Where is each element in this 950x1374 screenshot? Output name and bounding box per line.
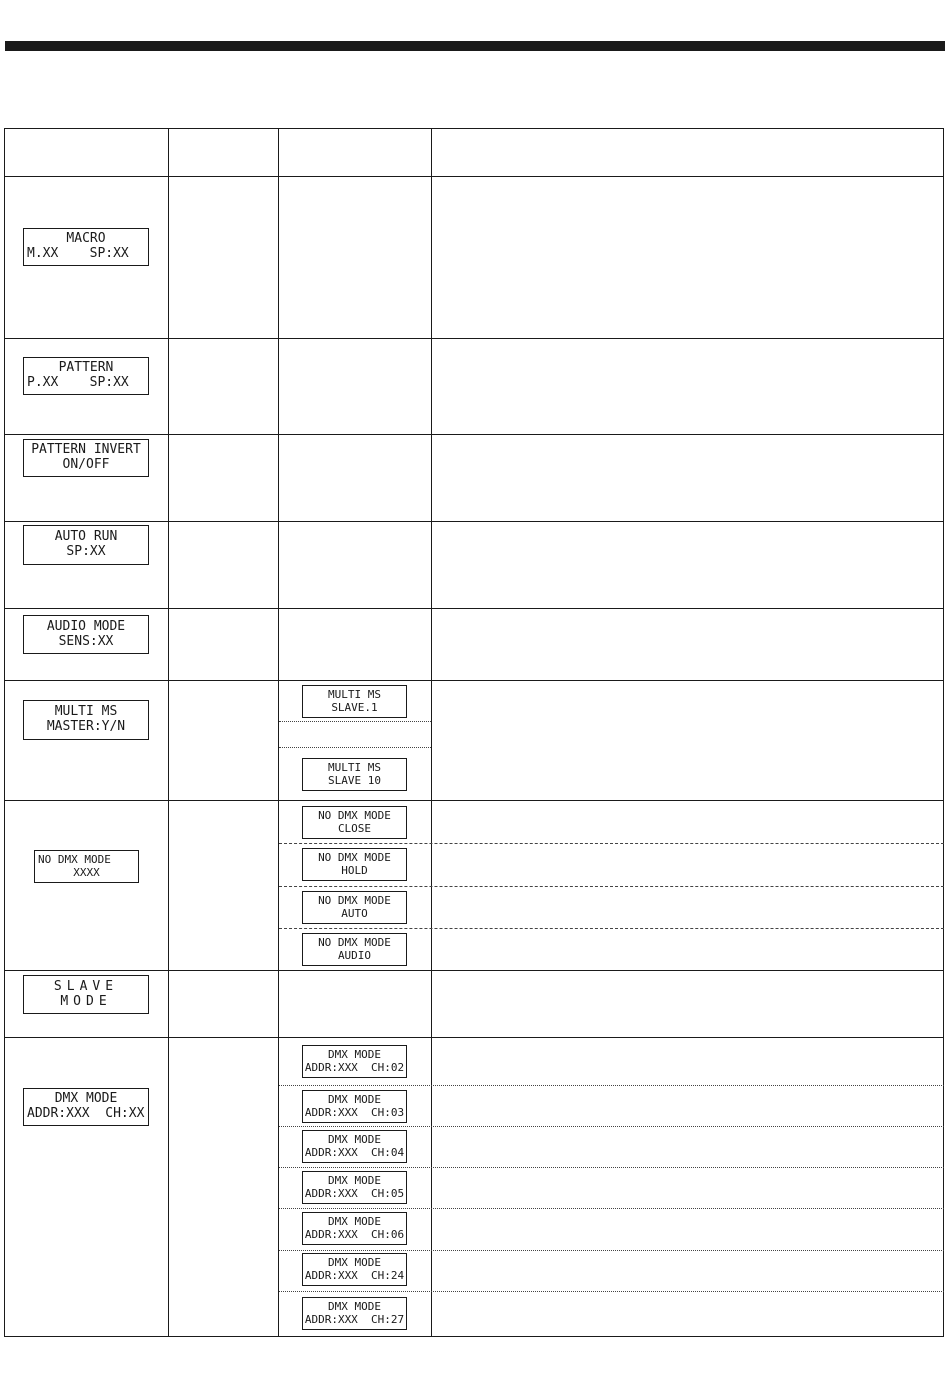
lcd-option-multi-ms-slave-1 xyxy=(302,685,407,718)
lcd-line-2: AUTO xyxy=(341,906,368,920)
lcd-display-dmx-mode xyxy=(23,1088,149,1126)
lcd-line-1: MULTI MS xyxy=(328,687,381,701)
lcd-line-1: DMX MODE xyxy=(328,1173,381,1187)
lcd-option-dmx-ch05 xyxy=(302,1171,407,1204)
lcd-line-2: ADDR:XXX CH:03 xyxy=(304,1105,405,1119)
row-divider xyxy=(4,800,944,801)
lcd-option-dmx-ch06 xyxy=(302,1212,407,1245)
lcd-line-2: MASTER:Y/N xyxy=(46,719,126,734)
sub-row-divider xyxy=(279,747,431,748)
lcd-option-no-dmx-auto xyxy=(302,891,407,924)
lcd-line-1: DMX MODE xyxy=(328,1214,381,1228)
column-divider xyxy=(278,128,279,1337)
lcd-line-1: DMX MODE xyxy=(328,1299,381,1313)
lcd-option-dmx-ch04 xyxy=(302,1130,407,1163)
sub-row-divider xyxy=(279,1167,944,1168)
lcd-line-1: NO DMX MODE xyxy=(318,808,391,822)
lcd-line-2: SENS:XX xyxy=(58,633,114,649)
lcd-display-no-dmx-mode xyxy=(34,850,139,883)
lcd-display-multi-ms xyxy=(23,700,149,740)
column-divider xyxy=(168,128,169,1337)
lcd-display-slave-mode xyxy=(23,975,149,1014)
sub-row-divider xyxy=(279,1208,944,1209)
sub-row-divider xyxy=(279,1291,944,1292)
row-divider xyxy=(4,1037,944,1038)
lcd-display-pattern-invert xyxy=(23,439,149,477)
lcd-line-1: PATTERN INVERT xyxy=(31,442,141,458)
lcd-line-1: MULTI MS xyxy=(328,760,381,774)
lcd-line-2: ADDR:XXX CH:24 xyxy=(304,1268,405,1282)
sub-row-divider xyxy=(279,1126,944,1127)
lcd-option-dmx-ch02 xyxy=(302,1045,407,1078)
lcd-line-1: NO DMX MODE xyxy=(38,852,111,866)
sub-row-divider xyxy=(279,1085,944,1086)
column-divider xyxy=(431,128,432,1337)
lcd-line-2: SP:XX xyxy=(66,544,106,559)
lcd-line-1: NO DMX MODE xyxy=(318,935,391,949)
lcd-line-2: AUDIO xyxy=(337,948,372,962)
lcd-line-2: ADDR:XXX CH:XX xyxy=(27,1106,145,1121)
lcd-line-2: ADDR:XXX CH:27 xyxy=(304,1312,405,1326)
lcd-option-dmx-ch03 xyxy=(302,1090,407,1123)
row-divider xyxy=(4,680,944,681)
lcd-line-1: DMX MODE xyxy=(328,1047,381,1061)
row-divider xyxy=(4,434,944,435)
lcd-line-2: ADDR:XXX CH:02 xyxy=(304,1060,405,1074)
sub-row-divider xyxy=(279,886,944,887)
lcd-line-1: DMX MODE xyxy=(328,1092,381,1106)
sub-row-divider xyxy=(279,928,944,929)
sub-row-divider xyxy=(279,721,431,722)
row-divider xyxy=(4,338,944,339)
lcd-option-dmx-ch24 xyxy=(302,1253,407,1286)
header-rule xyxy=(5,41,945,51)
lcd-line-1: DMX MODE xyxy=(328,1255,381,1269)
lcd-line-1: AUTO RUN xyxy=(54,529,118,545)
lcd-line-1: MULTI MS xyxy=(54,704,118,720)
lcd-line-1: PATTERN xyxy=(58,360,114,376)
lcd-line-2: ADDR:XXX CH:04 xyxy=(304,1145,405,1159)
lcd-display-auto-run xyxy=(23,525,149,565)
lcd-display-macro xyxy=(23,228,149,266)
lcd-line-2: ADDR:XXX CH:05 xyxy=(304,1186,405,1200)
lcd-line-2: ADDR:XXX CH:06 xyxy=(304,1227,405,1241)
lcd-line-2: MODE xyxy=(60,993,112,1009)
lcd-display-pattern xyxy=(23,357,149,395)
lcd-line-1: DMX MODE xyxy=(54,1091,118,1107)
lcd-line-1: AUDIO MODE xyxy=(46,618,126,634)
lcd-line-2: XXXX xyxy=(73,865,100,879)
lcd-option-no-dmx-hold xyxy=(302,848,407,881)
lcd-option-multi-ms-slave-10 xyxy=(302,758,407,791)
sub-row-divider xyxy=(279,1250,944,1251)
lcd-line-2: SLAVE.1 xyxy=(331,700,378,714)
lcd-line-1: MACRO xyxy=(66,231,106,247)
lcd-option-dmx-ch27 xyxy=(302,1297,407,1330)
row-divider xyxy=(4,970,944,971)
lcd-line-2: P.XX SP:XX xyxy=(27,375,129,390)
lcd-line-2: ON/OFF xyxy=(62,457,110,472)
lcd-line-1: DMX MODE xyxy=(328,1132,381,1146)
lcd-line-1: NO DMX MODE xyxy=(318,893,391,907)
row-divider xyxy=(4,608,944,609)
lcd-display-audio-mode xyxy=(23,615,149,654)
lcd-option-no-dmx-audio xyxy=(302,933,407,966)
row-divider xyxy=(4,176,944,177)
lcd-line-1: SLAVE xyxy=(53,978,119,994)
lcd-line-2: HOLD xyxy=(341,863,368,877)
lcd-line-1: NO DMX MODE xyxy=(318,850,391,864)
lcd-line-2: CLOSE xyxy=(337,821,372,835)
row-divider xyxy=(4,521,944,522)
lcd-option-no-dmx-close xyxy=(302,806,407,839)
sub-row-divider xyxy=(279,843,944,844)
lcd-line-2: SLAVE 10 xyxy=(328,773,381,787)
lcd-line-2: M.XX SP:XX xyxy=(27,246,129,261)
